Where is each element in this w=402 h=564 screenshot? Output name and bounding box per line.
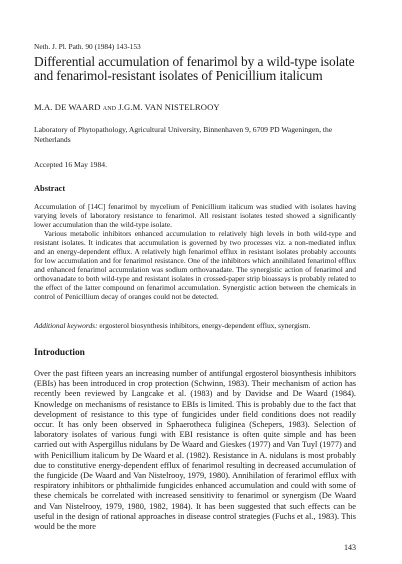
introduction-paragraph: Over the past fifteen years an increasing number of antifungal ergosterol biosynthesis inhibitors (EBIs) has been introduced in crop protection (Schwinn, 1983). Their mechanism of action has recently been reviewed by Langcake et al. (1983) and by Davidse and De Waard (1984). Knowledge on mechanisms of resistance to EBIs is limited. This is probably due to the fact that development of resistance to this type of fungicides under field conditions does not readily occur. It has only been observed in Sphaerotheca fuliginea (Schepers, 1983). Selection of laboratory isolates of various fungi with EBI resistance is often quite simple and has been carried out with Aspergillus nidulans by De Waard and Gieskes (1977) and Van Tuyl (1977) and with Penicillium italicum by De Waard et al. (1982). Resistance in A. nidulans is most probably due to constitutive energy-dependent efflux of fenarimol resulting in decreased accumulation of the fungicide (De Waard and Van Nistelrooy, 1979, 1980). Annihilation of ferarimol efflux with respiratory inhibitors or phthalimide fungicides enhanced accumulation and could with some of these chemicals be correlated with increased sensitivity to fenarimol or synergism (De Waard and Van Nistelrooy, 1979, 1980, 1982, 1984). It has been suggested that such effects can be useful in the design of rational approaches in disease control strategies (Fuchs et al., 1983). This would be the more	[34, 369, 356, 532]
keywords-text: ergosterol biosynthesis inhibitors, energy-dependent efflux, synergism.	[99, 321, 311, 330]
abstract-paragraph-1: Accumulation of [14C] fenarimol by mycelium of Penicillium italicum was studied with isolates having varying levels of laboratory resistance to fenarimol. All resistant isolates tested showed a significantly lower accumulation than the wild-type isolate.	[34, 202, 356, 230]
abstract-heading: Abstract	[34, 184, 66, 193]
keywords-label: Additional keywords:	[34, 321, 98, 330]
page-number: 143	[344, 543, 356, 552]
introduction-heading: Introduction	[34, 348, 85, 358]
article-title: Differential accumulation of fenarimol by a wild-type isolate and fenarimol-resistant isolates of Penicillium italicum	[34, 54, 355, 84]
affiliation: Laboratory of Phytopathology, Agricultural University, Binnenhaven 9, 6709 PD Wageningen, the Netherlands	[34, 125, 333, 145]
abstract-body	[34, 202, 356, 302]
author-list: M.A. DE WAARD and J.G.M. VAN NISTELROOY	[34, 102, 220, 112]
accepted-date: Accepted 16 May 1984.	[34, 160, 107, 169]
journal-citation: Neth. J. Pl. Path. 90 (1984) 143-153	[34, 42, 141, 51]
introduction-body	[34, 369, 356, 532]
abstract-paragraph-2: Various metabolic inhibitors enhanced accumulation to relatively high levels in both wild-type and resistant isolates. It indicates that accumulation is governed by two processes viz. a non-mediated influx and an energy-dependent efflux. A relatively high fenarimol efflux in resistant isolates probably accounts for low accumulation and for fenarimol resistance. One of the inhibitors which annihilated fenarimol efflux and enhanced fenarimol accumulation was sodium orthovanadate. The synergistic action of fenarimol and orthovanadate to both wild-type and resistant isolates in crossed-paper strip bioassays is probably related to the effect of the latter compound on fenarimol accumulation. Synergistic action between the chemicals in control of Penicillium decay of oranges could not be detected.	[34, 229, 356, 302]
keywords	[34, 321, 356, 330]
